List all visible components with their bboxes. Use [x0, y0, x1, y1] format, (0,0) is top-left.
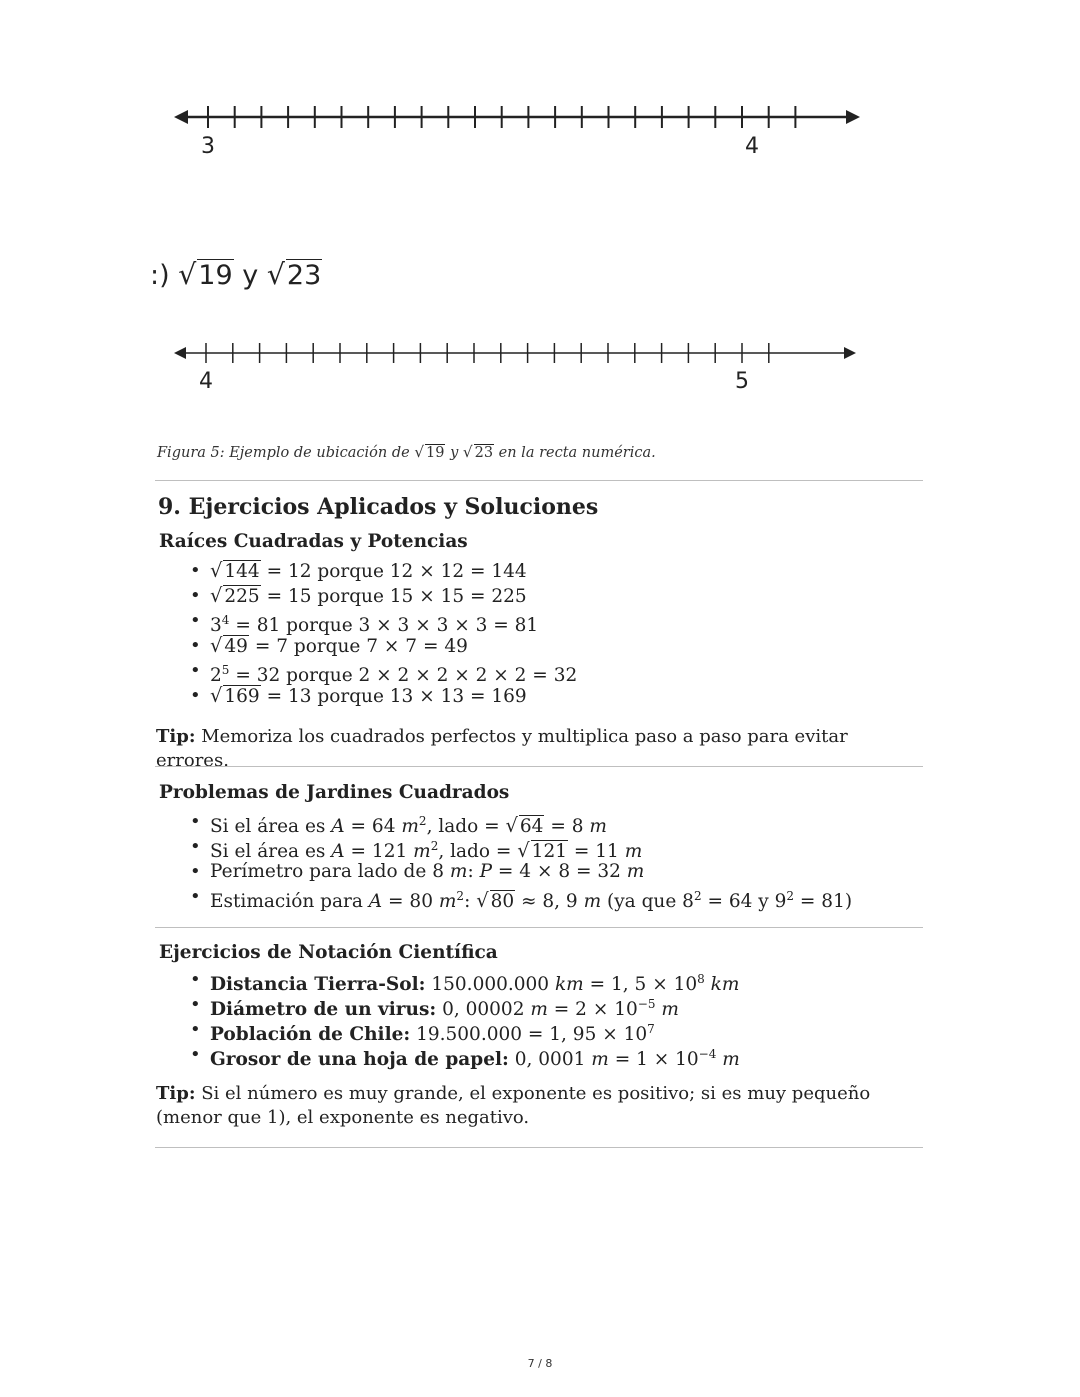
tick-label-start: 3	[201, 134, 215, 159]
divider	[155, 927, 923, 928]
arrow-right-icon	[844, 347, 856, 359]
gardens-heading: Problemas de Jardines Cuadrados	[159, 782, 510, 803]
divider	[155, 480, 923, 481]
list-item: • Diámetro de un virus: 0, 00002 $m = 2 \times 10^{-5}$ m	[190, 992, 740, 1017]
sqrt-19: √19	[178, 258, 233, 291]
list-item: • Estimación para A = 80 $m^2$: √ 80 ≈ 8, 9 m (ya que $8^2 = 64$ y $9^2 = 81$)	[190, 884, 852, 909]
list-item: • Perímetro para lado de 8 m: P = 4 × 8 = 32 m	[190, 859, 852, 884]
tick-label-start: 4	[199, 369, 213, 394]
arrow-right-icon	[846, 110, 860, 124]
number-line-4-5	[170, 337, 870, 397]
list-item: • √ 169 = 13 porque 13 × 13 = 169	[190, 683, 577, 708]
number-line-3-4	[170, 100, 870, 160]
list-item: • Población de Chile: 19.500.000 = 1, $95 \times 10^7$	[190, 1017, 740, 1042]
sqrt-23: √23	[266, 258, 322, 291]
divider	[155, 1147, 923, 1148]
section-title: 9. Ejercicios Aplicados y Soluciones	[158, 494, 599, 520]
tip-sci: Tip: Si el número es muy grande, el exponente es positivo; si es muy pequeño (menor que 1), el exponente es negativo.	[156, 1083, 871, 1128]
list-item: • Si el área es A = 121 $m^2$, lado = √ 121 = 11 m	[190, 834, 852, 859]
roots-heading: Raíces Cuadradas y Potencias	[159, 531, 468, 552]
list-item: • √ 144 = 12 porque 12 × 12 = 144	[190, 558, 577, 583]
page-number: 7 / 8	[527, 1357, 553, 1370]
number-line-graphic-2	[170, 337, 870, 397]
list-item: • $3^4 = 81$ porque 3 × 3 × 3 × 3 = 81	[190, 608, 577, 633]
list-item: • Grosor de una hoja de papel: 0, 0001 $m = 1 \times 10^{-4}$ m	[190, 1042, 740, 1067]
list-item: • √ 225 = 15 porque 15 × 15 = 225	[190, 583, 577, 608]
number-line-graphic	[170, 100, 870, 160]
part-sep: y	[242, 260, 259, 291]
tip-roots: Tip: Memoriza los cuadrados perfectos y multiplica paso a paso para evitar errores.	[156, 726, 848, 771]
arrow-left-icon	[174, 347, 186, 359]
tick-label-end: 5	[735, 369, 749, 394]
list-item: • √ 49 = 7 porque 7 × 7 = 49	[190, 633, 577, 658]
figure-caption: Figura 5: Ejemplo de ubicación de √ 19 y √ 23 en la recta numérica.	[157, 443, 656, 461]
list-item: • $2^5 = 32$ porque 2 × 2 × 2 × 2 × 2 = 32	[190, 658, 577, 683]
list-item: • Distancia Tierra-Sol: 150.000.000 km = 1, $5 \times 10^8$ km	[190, 967, 740, 992]
sci-heading: Ejercicios de Notación Científica	[159, 942, 498, 963]
list-item: • Si el área es A = 64 $m^2$, lado = √ 64 = 8 m	[190, 809, 852, 834]
arrow-left-icon	[174, 110, 188, 124]
sci-list	[190, 967, 740, 1071]
gardens-list	[190, 809, 853, 913]
roots-list	[190, 558, 577, 708]
divider	[155, 766, 923, 767]
part-label	[150, 258, 322, 291]
tick-label-end: 4	[745, 134, 759, 159]
part-prefix: :)	[150, 260, 170, 291]
